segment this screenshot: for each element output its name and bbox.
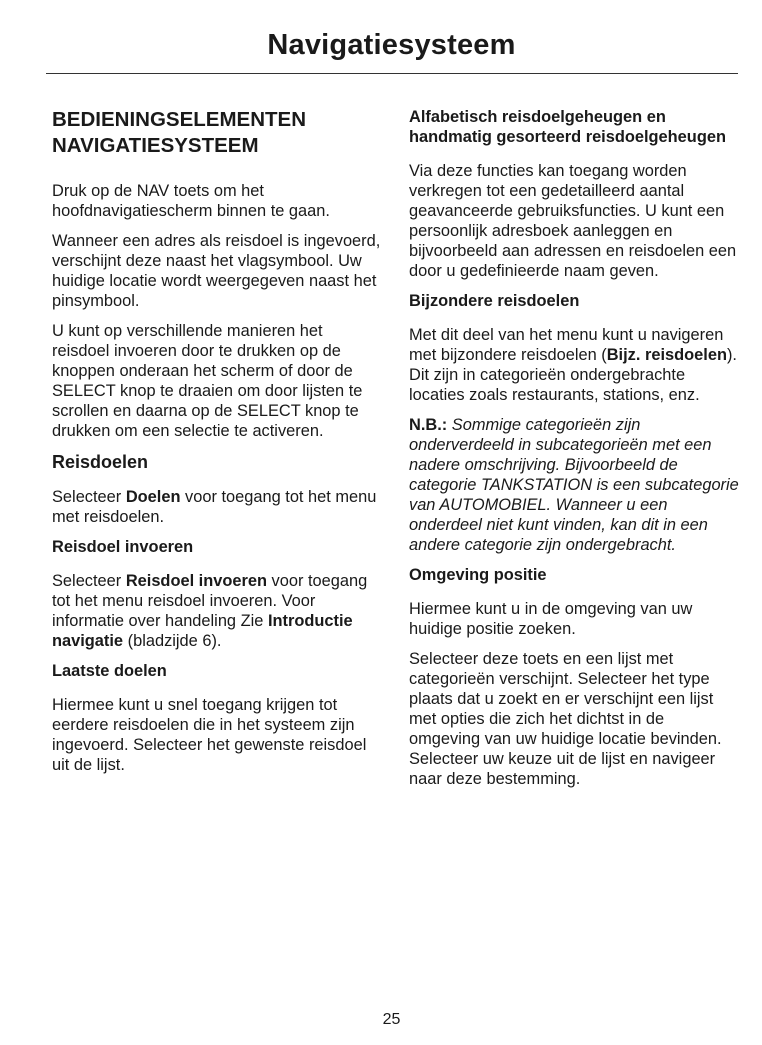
- bijzondere-text-post: ). Dit zijn in categorieën ondergebrachte locaties zoals restaurants, stations, enz.: [409, 346, 737, 404]
- alfabetisch-paragraph: Via deze functies kan toegang worden verkregen tot een gedetailleerd aantal geavanceerde gebruiksfuncties. U kunt een persoonlijk adresboek aanleggen en bijvoorbeeld aan adressen en reisdoelen een door u gedefinieerde naam geven.: [409, 162, 737, 280]
- reisdoel-invoeren-term: Reisdoel invoeren: [125, 572, 267, 590]
- page-title: Navigatiesysteem: [267, 29, 516, 61]
- section-heading-controls: BEDIENINGSELEMENTEN NAVIGATIESYSTEEM: [52, 108, 306, 157]
- omgeving-paragraph-1: Hiermee kunt u in de omgeving van uw huidige positie zoeken.: [409, 600, 693, 638]
- intro-paragraph-1: Druk op de NAV toets om het hoofdnavigatiescherm binnen te gaan.: [52, 182, 330, 220]
- left-column: [52, 107, 382, 785]
- bijz-reisdoelen-term: Bijz. reisdoelen: [606, 346, 727, 364]
- reisdoelen-text-pre: Selecteer: [52, 488, 126, 506]
- heading-omgeving-positie: Omgeving positie: [409, 566, 547, 584]
- heading-alfabetisch: Alfabetisch reisdoelgeheugen en handmatig gesorteerd reisdoelgeheugen: [409, 108, 726, 146]
- note-label: N.B.:: [409, 416, 448, 434]
- heading-reisdoel-invoeren: Reisdoel invoeren: [52, 538, 194, 556]
- reisdoelen-paragraph: [52, 487, 382, 527]
- laatste-doelen-paragraph: Hiermee kunt u snel toegang krijgen tot eerdere reisdoelen die in het systeem zijn ingevoerd. Selecteer het gewenste reisdoel uit de lijst.: [52, 696, 367, 774]
- intro-paragraph-3: U kunt op verschillende manieren het reisdoel invoeren door te drukken op de knoppen onderaan het scherm of door de SELECT knop te draaien om door lijsten te scrollen en daarna op de SELECT knop te drukken om een selectie te activeren.: [52, 322, 363, 440]
- heading-bijzondere-reisdoelen: Bijzondere reisdoelen: [409, 292, 580, 310]
- invoeren-text-mid: voor toegang tot het menu reisdoel invoeren. Voor informatie over handeling Zie: [52, 572, 368, 630]
- invoeren-text-pre: Selecteer: [52, 572, 126, 590]
- invoeren-text-post: (bladzijde 6).: [123, 632, 222, 650]
- reisdoelen-text-post: voor toegang tot het menu met reisdoelen.: [52, 488, 377, 526]
- heading-laatste-doelen: Laatste doelen: [52, 662, 167, 680]
- invoeren-paragraph: [52, 571, 382, 651]
- doelen-term: Doelen: [125, 488, 181, 506]
- intro-paragraph-2: Wanneer een adres als reisdoel is ingevoerd, verschijnt deze naast het vlagsymbool. Uw huidige locatie wordt weergegeven naast het pinsymbool.: [52, 232, 381, 310]
- note-text: Sommige categorieën zijn onderverdeeld in subcategorieën met een nadere omschrijving. Bijvoorbeeld de categorie TANKSTATION is een subcategorie van AUTOMOBIEL. Wanneer u een onderdeel niet kunt vinden, kan dit in een andere categorie zijn ondergebracht.: [409, 416, 739, 554]
- right-column: [409, 107, 739, 799]
- bijzondere-paragraph: [409, 325, 739, 405]
- omgeving-paragraph-2: Selecteer deze toets en een lijst met categorieën verschijnt. Selecteer het type plaats dat u zoekt en er verschijnt een lijst met opties die zich het dichtst in de omgeving van uw huidige locatie bevinden. Selecteer uw keuze uit de lijst en navigeer naar deze bestemming.: [409, 650, 722, 788]
- bijzondere-text-pre: Met dit deel van het menu kunt u navigeren met bijzondere reisdoelen (: [409, 326, 724, 364]
- introductie-navigatie-link[interactable]: Introductie navigatie: [52, 612, 353, 650]
- note-paragraph: [409, 415, 739, 555]
- heading-reisdoelen: Reisdoelen: [52, 452, 149, 472]
- page-number: 25: [382, 1011, 401, 1028]
- header-rule: [46, 73, 738, 74]
